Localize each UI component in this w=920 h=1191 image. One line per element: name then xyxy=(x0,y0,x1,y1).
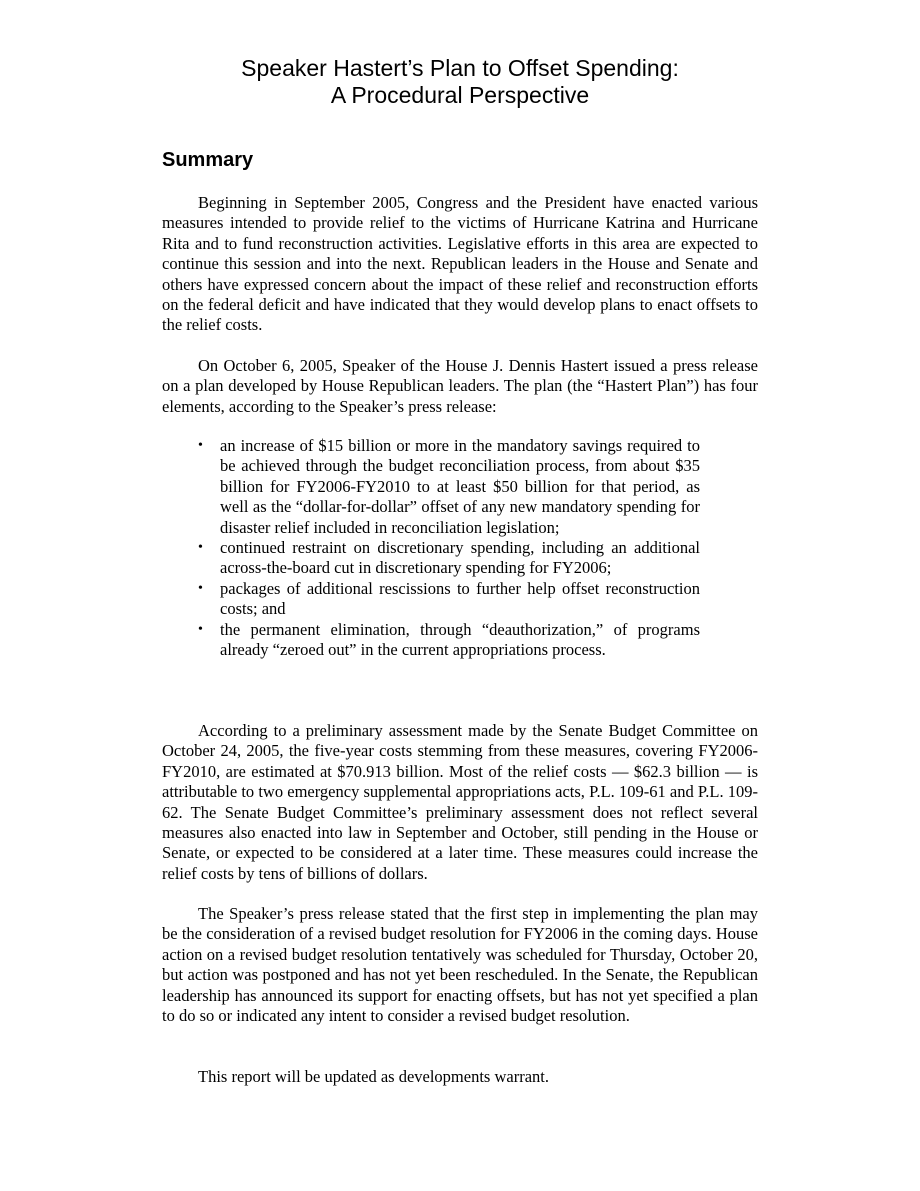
document-title xyxy=(162,55,758,109)
list-item-text: continued restraint on discretionary spending, including an additional across-the-board cut in discretionary spending for FY2006; xyxy=(220,538,700,578)
list-item-text: the permanent elimination, through “deauthorization,” of programs already “zeroed out” in the current appropriations process. xyxy=(220,619,700,660)
summary-heading: Summary xyxy=(162,149,254,171)
bullet-icon: • xyxy=(198,621,203,637)
title-line-2: A Procedural Perspective xyxy=(330,82,590,108)
bullet-icon: • xyxy=(198,580,203,596)
title-line-1: Speaker Hastert’s Plan to Offset Spending: xyxy=(241,55,679,81)
paragraph-press-release: On October 6, 2005, Speaker of the House J. Dennis Hastert issued a press release on a plan developed by House Republican leaders. The plan (the “Hastert Plan”) has four elements, according to the Speaker’s press release: xyxy=(162,356,758,416)
list-item xyxy=(198,436,700,538)
list-item xyxy=(198,620,700,661)
paragraph-intro: Beginning in September 2005, Congress and the President have enacted various measures intended to provide relief to the victims of Hurricane Katrina and Hurricane Rita and to fund reconstruction activities. Legislative efforts in this area are expected to continue this session and into the next. Republican leaders in the House and Senate and others have expressed concern about the impact of these relief and reconstruction efforts on the federal deficit and have indicated that they would develop plans to enact offsets to the relief costs. xyxy=(162,193,758,335)
paragraph-update-note: This report will be updated as developments warrant. xyxy=(198,1067,549,1086)
bullet-icon: • xyxy=(198,540,203,556)
paragraph-assessment: According to a preliminary assessment made by the Senate Budget Committee on October 24, 2005, the five-year costs stemming from these measures, covering FY2006-FY2010, are estimated at $70.913 billion. Most of the relief costs — $62.3 billion — is attributable to two emergency supplemental appropriations acts, P.L. 109-61 and P.L. 109-62. The Senate Budget Committee’s preliminary assessment does not reflect several measures also enacted into law in September and October, still pending in the House or Senate, or expected to be considered at a later time. These measures could increase the relief costs by tens of billions of dollars. xyxy=(162,721,758,883)
list-item xyxy=(198,538,700,579)
paragraph-next-steps: The Speaker’s press release stated that the first step in implementing the plan may be the consideration of a revised budget resolution for FY2006 in the coming days. House action on a revised budget resolution tentatively was scheduled for Thursday, October 20, but action was postponed and has not yet been rescheduled. In the Senate, the Republican leadership has announced its support for enacting offsets, but has not yet specified a plan to do so or indicated any intent to consider a revised budget resolution. xyxy=(162,904,758,1026)
plan-elements-list xyxy=(198,436,700,660)
list-item-text: packages of additional rescissions to further help offset reconstruction costs; and xyxy=(220,578,700,619)
list-item xyxy=(198,579,700,620)
list-item-text: an increase of $15 billion or more in the mandatory savings required to be achieved through the budget reconciliation process, from about $35 billion for FY2006-FY2010 to at least $50 billion for that period, as well as the “dollar-for-dollar” offset of any new mandatory spending for disaster relief included in reconciliation legislation; xyxy=(220,436,700,537)
bullet-icon: • xyxy=(198,438,203,453)
